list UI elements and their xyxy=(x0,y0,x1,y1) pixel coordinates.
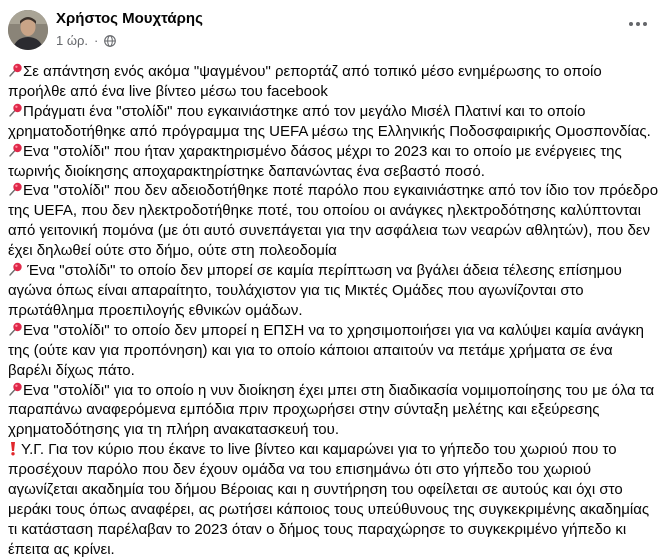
post-time[interactable]: 1 ώρ. xyxy=(56,33,88,48)
more-options-icon[interactable] xyxy=(626,12,650,36)
paragraph-text: Ενα "στολίδι" που δεν αδειοδοτήθηκε ποτέ παρόλο που εγκαινιάστηκε από τον ίδιο τον πρόεδρο της UEFA, που δεν ηλεκτροδοτήθηκε ποτέ, του οποίου οι ανάγκες ηλεκτροδότησης καλύπτονται από γειτονική πομόνα (με ότι αυτό συνεπάγεται για την ασφάλεια των νεαρών αθλητών), που δεν έχει δηλωθεί ούτε στο δήμο, ούτε στη πολεοδομία xyxy=(8,182,659,260)
post-paragraph xyxy=(8,381,660,441)
pushpin-icon xyxy=(8,322,23,336)
paragraph-text: Ένα "στολίδι" το οποίο δεν μπορεί σε καμία περίπτωση να βγάλει άδεια τέλεσης επίσημου αγώνα όπως είναι απαραίτητο, τουλάχιστον για τις Μικτές Ομάδες που αγωνίζονται στο πρωτάθλημα προεπιλογής εθνικών ομάδων. xyxy=(8,262,622,319)
globe-icon xyxy=(104,35,116,47)
exclamation-icon xyxy=(8,441,18,456)
paragraph-text: Ενα "στολίδι" που ήταν χαρακτηρισμένο δάσος μέχρι το 2023 και το οποίο με ενέργειες της τωρινής διοίκησης αποχαρακτηρίστηκε δαπανώντας ένα σεβαστό ποσό. xyxy=(8,142,622,180)
post-paragraph xyxy=(8,440,660,559)
pushpin-icon xyxy=(8,262,23,276)
pushpin-icon xyxy=(8,63,23,77)
paragraph-text: Πράγματι ένα "στολίδι" που εγκαινιάστηκε από τον μεγάλο Μισέλ Πλατινί και το οποίο χρηματοδοτήθηκε από πρόγραμμα της UEFA μέσω της Ελληνικής Ποδοσφαιρικής Ομοσπονδίας. xyxy=(8,102,651,140)
post-body xyxy=(8,62,660,560)
post-paragraph xyxy=(8,181,660,261)
avatar-photo xyxy=(8,10,48,50)
post-paragraph xyxy=(8,142,660,182)
pushpin-icon xyxy=(8,382,23,396)
paragraph-text: Ενα "στολίδι" το οποίο δεν μπορεί η ΕΠΣΗ να το χρησιμοποιήσει για να καλύψει καμία ανάγκη της (ούτε καν για προπόνηση) και για το οποίο κάποιοι απαιτούν να πετάμε χρήματα σε ένα βαρέλι δίχως πάτο. xyxy=(8,321,645,379)
post-paragraph xyxy=(8,102,660,142)
post-header xyxy=(0,0,668,60)
paragraph-text: Ενα "στολίδι" για το οποίο η νυν διοίκηση έχει μπει στη διαδικασία νομιμοποίησης του με όλα τα παραπάνω αναφερόμενα εμπόδια πριν προχωρήσει στην σύνταξη μελέτης και εξεύρεσης χρηματοδότησης για τη πλήρη ανακατασκευή του. xyxy=(8,381,655,439)
post-paragraph xyxy=(8,321,660,381)
pushpin-icon xyxy=(8,182,23,196)
pushpin-icon xyxy=(8,103,23,117)
post-paragraph xyxy=(8,62,660,102)
author-name[interactable]: Χρήστος Μουχτάρης xyxy=(56,10,203,27)
post-paragraph xyxy=(8,261,660,321)
paragraph-text: Υ.Γ. Για τον κύριο που έκανε το live βίντεο και καμαρώνει για το γήπεδο του χωριού που το προσέχουν παρόλο που δεν έχουν ομάδα να του επισημάνω ότι στο γήπεδο του χωριού αγωνίζεται ακαδημία του δήμου Βέροιας και η συντήρηση του οφείλεται σε αυτούς και όχι στο μεράκι τους όπως αναφέρει, ας ρωτήσει κάποιος τους υπεύθυνους της συγκεκριμένης ακαδημίας τι κατάσταση παρέλαβαν το 2023 όταν ο δήμος τους παραχώρησε το συγκεκριμένο γήπεδο κι έπειτα ας κρίνει. xyxy=(8,441,650,558)
meta-separator: · xyxy=(94,33,99,48)
post-meta xyxy=(56,33,116,48)
avatar[interactable] xyxy=(8,10,48,50)
pushpin-icon xyxy=(8,143,23,157)
paragraph-text: Σε απάντηση ενός ακόμα "ψαγμένου" ρεπορτάζ από τοπικό μέσο ενημέρωσης το οποίο προήλθε από ένα live βίντεο μέσω του facebook xyxy=(8,63,602,100)
